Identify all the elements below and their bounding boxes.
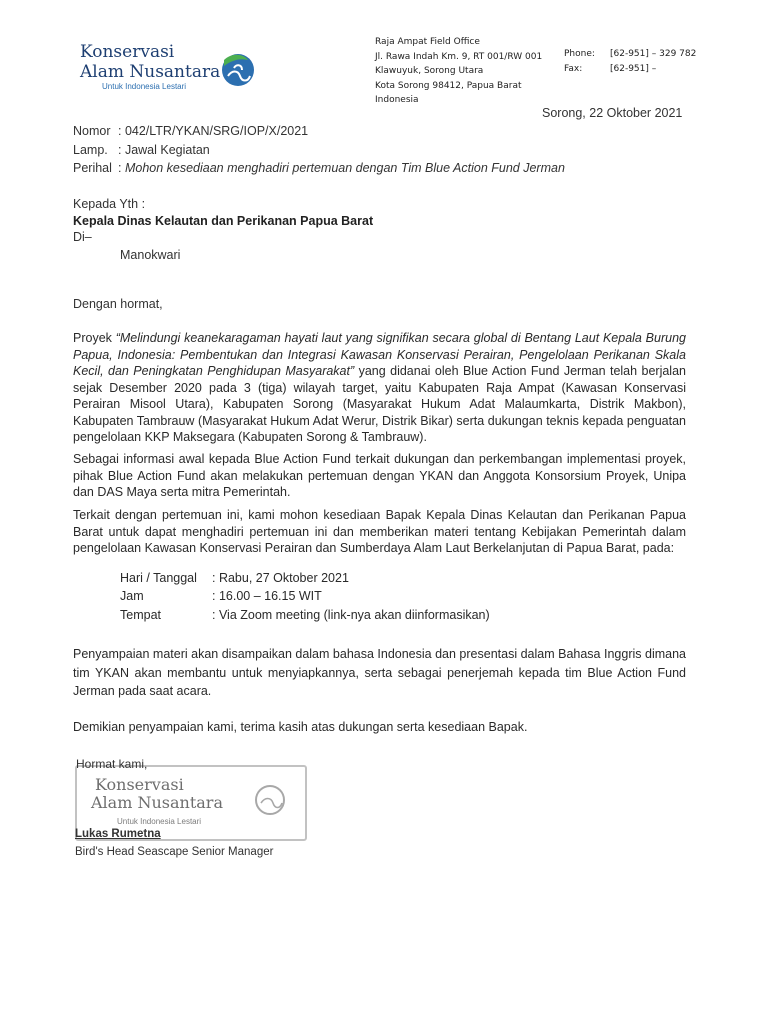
paragraph-closing: Demikian penyampaian kami, terima kasih atas dukungan serta kesediaan Bapak. — [73, 720, 528, 734]
fax-label: Fax: — [564, 63, 583, 74]
phone-label: Phone: — [564, 49, 595, 59]
perihal-row — [73, 159, 565, 178]
address-line: Jl. Rawa Indah Km. 9, RT 001/RW 001 — [375, 51, 543, 62]
logo-tagline: Untuk Indonesia Lestari — [102, 82, 187, 91]
address-line: Klawuyuk, Sorong Utara — [375, 66, 484, 76]
address-line: Kota Sorong 98412, Papua Barat — [375, 80, 522, 91]
address-line: Raja Ampat Field Office — [375, 37, 480, 47]
paragraph-request: Terkait dengan pertemuan ini, kami mohon kesediaan Bapak Kepala Dinas Kelautan dan Perikanan Papua Barat untuk dapat menghadiri pertemuan ini dan memberikan materi tentang Kebijakan Pemerintah dalam pengelolaan Kawasan Konservasi Perairan dan Sumberdaya Alam Laut Berkelanjutan di Papua Barat, pada: — [73, 508, 686, 555]
schedule-place-label: Tempat — [120, 607, 161, 622]
schedule-day-label: Hari / Tanggal — [120, 571, 197, 585]
paragraph-language: Penyampaian materi akan disampaikan dalam bahasa Indonesia dan presentasi dalam Bahasa Inggris dimana tim YKAN akan membantu untuk menyiapkannya, serta sebagai penerjemah kepada tim Blue Action Fund Jerman pada saat acara. — [73, 647, 686, 698]
stamp-line-1: Konservasi — [95, 775, 184, 794]
schedule-time-label: Jam — [120, 589, 144, 604]
phone-row — [564, 47, 696, 62]
organization-logo — [72, 28, 266, 106]
addressee-block — [73, 196, 373, 246]
schedule-day-value: : Rabu, 27 Oktober 2021 — [212, 571, 349, 585]
meeting-schedule — [120, 569, 490, 624]
phone-value: [62-951] – 329 782 — [610, 49, 697, 59]
schedule-time-value: : 16.00 – 16.15 WIT — [212, 589, 322, 604]
addressee-name: Kepala Dinas Kelautan dan Perikanan Papua Barat — [73, 213, 374, 228]
paragraph-intro: Proyek — [73, 331, 116, 345]
address-line: Indonesia — [375, 95, 419, 105]
perihal-colon: : — [118, 161, 125, 175]
stamp-line-2: Alam Nusantara — [91, 793, 223, 812]
perihal-value: Mohon kesediaan menghadiri pertemuan dengan Tim Blue Action Fund Jerman — [124, 161, 565, 175]
letter-meta — [73, 122, 565, 178]
leaf-wave-logo-icon — [218, 50, 258, 90]
paragraph-rest: yang didanai oleh Blue Action Fund Jerman telah berjalan sejak Desember 2020 pada 3 (tiga) wilayah target, yaitu Kabupaten Raja Ampat (Kawasan Konservasi Perairan Misool Utara), Kabupaten Sorong (Masyarakat Hukum Adat Malaumkarta, Distrik Makbon), Kabupaten Tambrauw (Masyarakat Hukum Adat Werur, Distrik Bikar) serta dukungan teknis kepada penguatan pengelolaan KKP Maksegara (Kabupaten Sorong & Tambrauw). — [73, 364, 686, 444]
lamp-value: : Jawal Kegiatan — [118, 142, 210, 157]
office-address — [375, 35, 542, 108]
nomor-label: Nomor — [73, 124, 111, 138]
fax-value: [62-951] – — [610, 63, 657, 74]
schedule-place-value: : Via Zoom meeting (link-nya akan diinformasikan) — [212, 607, 490, 622]
schedule-day-row — [120, 569, 490, 587]
logo-line-2: Alam Nusantara — [80, 62, 221, 82]
salutation: Dengan hormat, — [73, 297, 163, 311]
fax-row — [564, 62, 696, 77]
addressee-di: Di– — [73, 230, 92, 244]
stamp-tagline: Untuk Indonesia Lestari — [117, 817, 202, 826]
nomor-value: : 042/LTR/YKAN/SRG/IOP/X/2021 — [118, 124, 309, 138]
perihal-label: Perihal — [73, 161, 112, 175]
schedule-place-row — [120, 606, 490, 624]
addressee-city: Manokwari — [120, 248, 181, 262]
letter-date: Sorong, 22 Oktober 2021 — [542, 106, 683, 120]
closing-greeting: Hormat kami, — [76, 757, 148, 771]
signature-block — [73, 755, 309, 867]
schedule-time-row — [120, 587, 490, 605]
paragraph-info: Sebagai informasi awal kepada Blue Action Fund terkait dukungan dan perkembangan implementasi proyek, pihak Blue Action Fund akan melakukan pertemuan dengan YKAN dan Anggota Konsorsium Proyek, Unipa dan DAS Maya serta mitra Pemerintah. — [73, 452, 686, 499]
nomor-row — [73, 122, 565, 141]
addressee-greeting: Kepada Yth : — [73, 197, 146, 211]
logo-line-1: Konservasi — [80, 42, 175, 62]
contact-block — [564, 47, 696, 76]
stamp-logo-icon — [253, 783, 287, 817]
lamp-row — [73, 141, 565, 160]
paragraph-project — [73, 330, 686, 446]
lamp-label: Lamp. — [73, 142, 108, 157]
signer-name: Lukas Rumetna — [75, 828, 161, 840]
project-title: “Melindungi keanekaragaman hayati laut yang signifikan secara global di Bentang Laut Kepala Burung Papua, Indonesia: Pembentukan dan Integrasi Kawasan Konservasi Perairan, Pengelolaan Perikanan Skala Kecil, dan Peningkatan Penghidupan Masyarakat” — [73, 331, 686, 378]
signer-title: Bird's Head Seascape Senior Manager — [75, 846, 274, 858]
